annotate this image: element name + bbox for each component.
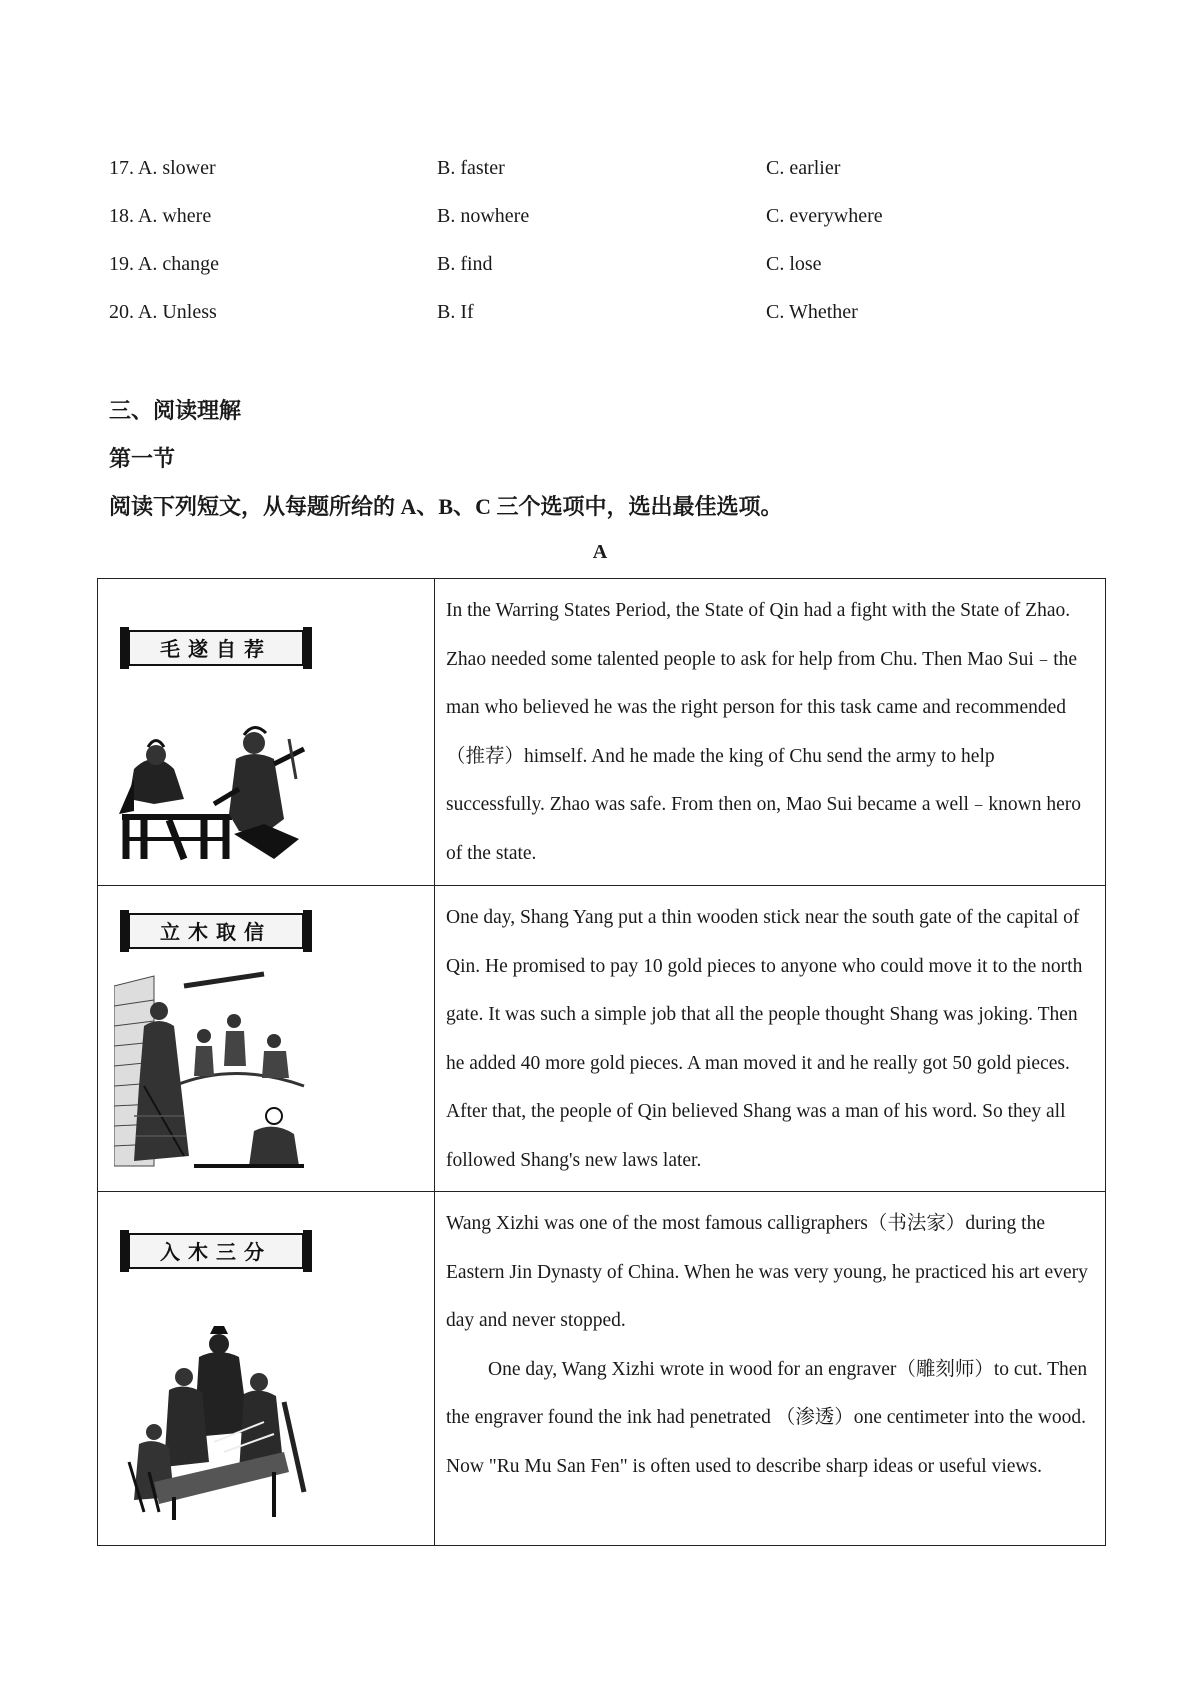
scroll-banner-icon — [116, 908, 316, 954]
story-picture — [98, 579, 435, 885]
story-paragraph: In the Warring States Period, the State of Qin had a fight with the State of Zhao. Zhao needed some talented people to ask for help from Chu. Then Mao Sui﹣the man who believed he was the right person for this task came and recommended（推荐）himself. And he made the king of Chu send the army to help successfully. Zhao was safe. From then on, Mao Sui became a well﹣known hero of the state. — [446, 600, 1082, 864]
crowd-at-city-gate-icon — [114, 966, 314, 1176]
option-c: C. everywhere — [766, 205, 883, 227]
option-c: C. lose — [766, 253, 822, 275]
option-c: C. earlier — [766, 157, 841, 179]
section-title: 三、阅读理解 — [109, 398, 242, 423]
part-title: 第一节 — [109, 446, 176, 471]
scroll-banner-icon — [116, 625, 316, 671]
option-b: B. faster — [437, 157, 505, 179]
option-b: B. If — [437, 301, 474, 323]
option-c: C. Whether — [766, 301, 858, 323]
story-table — [97, 578, 1106, 1546]
story-paragraph: One day, Wang Xizhi wrote in wood for an engraver（雕刻师）to cut. Then the engraver found the ink had penetrated （渗透）one centimeter into the wood. Now "Ru Mu San Fen" is often used to describe sharp ideas or useful views. — [446, 1358, 1088, 1477]
svg-text:毛遂自荐: 毛遂自荐 — [160, 637, 272, 661]
option-a: 17. A. slower — [109, 157, 216, 179]
story-text — [435, 579, 1105, 885]
option-row — [109, 196, 1109, 244]
story-text — [435, 886, 1105, 1191]
story-picture — [98, 1192, 435, 1545]
svg-text:入木三分: 入木三分 — [160, 1240, 272, 1264]
story-text — [435, 1192, 1105, 1545]
option-b: B. find — [437, 253, 493, 275]
option-row — [109, 148, 1109, 196]
story-paragraph: One day, Shang Yang put a thin wooden stick near the south gate of the capital of Qin. He promised to pay 10 gold pieces to anyone who could move it to the north gate. It was such a simple job that all the people thought Shang was joking. Then he added 40 more gold pieces. A man moved it and he really got 50 gold pieces. After that, the people of Qin believed Shang was a man of his word. So they all followed Shang's new laws later. — [446, 907, 1083, 1171]
option-a: 19. A. change — [109, 253, 219, 275]
two-figures-seated-icon — [114, 719, 314, 869]
story-row — [98, 886, 1105, 1192]
option-a: 18. A. where — [109, 205, 212, 227]
option-a: 20. A. Unless — [109, 301, 217, 323]
story-row — [98, 579, 1105, 886]
story-row — [98, 1192, 1105, 1545]
story-paragraph: Wang Xizhi was one of the most famous calligraphers（书法家）during the Eastern Jin Dynasty of China. When he was very young, he practiced his art every day and never stopped. — [446, 1213, 1088, 1331]
option-b: B. nowhere — [437, 205, 530, 227]
calligrapher-group-icon — [114, 1322, 314, 1522]
scroll-banner-icon — [116, 1228, 316, 1274]
answer-options — [109, 148, 1109, 340]
svg-text:立木取信: 立木取信 — [160, 920, 272, 944]
instruction: 阅读下列短文，从每题所给的 A、B、C 三个选项中，选出最佳选项。 — [109, 494, 783, 519]
option-row — [109, 292, 1109, 340]
passage-label: A — [592, 541, 608, 563]
story-picture — [98, 886, 435, 1191]
option-row — [109, 244, 1109, 292]
